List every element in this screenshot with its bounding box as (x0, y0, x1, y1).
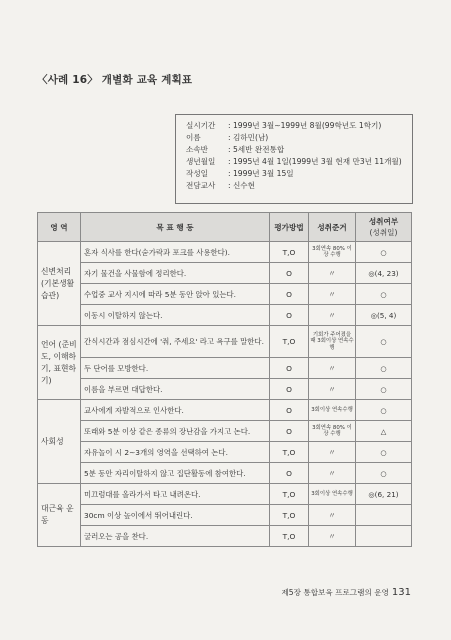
table-row (38, 526, 412, 547)
criteria-cell: 〃 (309, 442, 356, 463)
header-result-label: 성취여부 (368, 217, 399, 226)
info-label: 실시기간 (186, 121, 216, 130)
header-method: 평가방법 (270, 213, 309, 242)
goal-cell: 수업중 교사 지시에 따라 5분 동안 앉아 있는다. (81, 284, 270, 305)
criteria-cell: 3회이상 연속수행 (309, 400, 356, 421)
info-label: 생년월일 (186, 157, 216, 166)
area-cell: 사회성 (38, 400, 81, 484)
info-value: : 1999년 3월 15일 (228, 169, 294, 178)
info-row (186, 156, 412, 168)
criteria-cell: 〃 (309, 284, 356, 305)
result-cell: ◎(4, 23) (356, 263, 412, 284)
info-row (186, 120, 412, 132)
info-row (186, 168, 412, 180)
criteria-cell: 〃 (309, 379, 356, 400)
method-cell: T,O (270, 242, 309, 263)
method-cell: T,O (270, 484, 309, 505)
header-result-sub: (성취일) (369, 228, 398, 237)
criteria-cell: 3회연속 80% 이상 수행 (309, 421, 356, 442)
goal-cell: 두 단어를 모방한다. (81, 358, 270, 379)
info-value: : 5세반 완전통합 (228, 145, 285, 154)
table-row (38, 442, 412, 463)
area-cell: 대근육 운동 (38, 484, 81, 547)
result-cell: ○ (356, 400, 412, 421)
info-value: : 1995년 4월 1일(1999년 3월 현재 만3년 11개월) (228, 157, 402, 166)
goal-cell: 교사에게 자발적으로 인사한다. (81, 400, 270, 421)
header-area: 영 역 (38, 213, 81, 242)
header-result (356, 213, 412, 242)
method-cell: T,O (270, 526, 309, 547)
info-box (175, 114, 413, 204)
method-cell: T,O (270, 505, 309, 526)
criteria-cell: 〃 (309, 358, 356, 379)
criteria-cell: 3회이상 연속수행 (309, 484, 356, 505)
info-value: : 신수현 (228, 181, 255, 190)
result-cell: ○ (356, 284, 412, 305)
goal-cell: 30cm 이상 높이에서 뛰어내린다. (81, 505, 270, 526)
method-cell: O (270, 400, 309, 421)
criteria-cell: 〃 (309, 305, 356, 326)
method-cell: T,O (270, 442, 309, 463)
result-cell: ◎(5, 4) (356, 305, 412, 326)
goal-cell: 자기 물건을 사물함에 정리한다. (81, 263, 270, 284)
table-row (38, 263, 412, 284)
header-criteria: 성취준거 (309, 213, 356, 242)
method-cell: T,O (270, 326, 309, 358)
chapter-title: 제5장 통합보육 프로그램의 운영 (281, 588, 389, 597)
page-number: 131 (391, 587, 411, 598)
goal-cell: 5분 동안 자리이탈하지 않고 집단활동에 참여한다. (81, 463, 270, 484)
criteria-cell: 기회가 주어졌을 때 3회이상 연속수행 (309, 326, 356, 358)
table-row (38, 305, 412, 326)
education-plan-table (37, 212, 412, 547)
table-row (38, 421, 412, 442)
info-value: : 김하민(남) (228, 133, 269, 142)
case-title: 〈사례 16〉 개별화 교육 계획표 (37, 74, 193, 86)
info-row (186, 180, 412, 192)
info-label: 소속반 (186, 145, 209, 154)
criteria-cell: 3회연속 80% 이상 수행 (309, 242, 356, 263)
method-cell: O (270, 263, 309, 284)
table-row (38, 326, 412, 358)
table-row (38, 463, 412, 484)
page-footer (281, 587, 411, 598)
criteria-cell: 〃 (309, 526, 356, 547)
result-cell (356, 505, 412, 526)
goal-cell: 이름을 부르면 대답한다. (81, 379, 270, 400)
method-cell: O (270, 379, 309, 400)
area-cell: 언어 (준비도, 이해하기, 표현하기) (38, 326, 81, 400)
table-row (38, 400, 412, 421)
result-cell (356, 526, 412, 547)
result-cell: ○ (356, 326, 412, 358)
method-cell: O (270, 284, 309, 305)
result-cell: △ (356, 421, 412, 442)
table-row (38, 358, 412, 379)
method-cell: O (270, 463, 309, 484)
method-cell: O (270, 358, 309, 379)
goal-cell: 미끄럼대를 올라가서 타고 내려온다. (81, 484, 270, 505)
goal-cell: 간식시간과 점심시간에 '줘, 주세요' 라고 욕구를 말한다. (81, 326, 270, 358)
info-label: 작성일 (186, 169, 209, 178)
goal-cell: 굴러오는 공을 찬다. (81, 526, 270, 547)
table-row (38, 505, 412, 526)
table-row (38, 284, 412, 305)
area-cell: 신변처리 (기본생활 습관) (38, 242, 81, 326)
result-cell: ○ (356, 442, 412, 463)
goal-cell: 자유놀이 시 2∼3개의 영역을 선택하여 논다. (81, 442, 270, 463)
info-value: : 1999년 3월∼1999년 8월(99학년도 1학기) (228, 121, 382, 130)
info-row (186, 132, 412, 144)
result-cell: ○ (356, 358, 412, 379)
criteria-cell: 〃 (309, 463, 356, 484)
method-cell: O (270, 421, 309, 442)
info-label: 전담교사 (186, 181, 216, 190)
result-cell: ○ (356, 379, 412, 400)
criteria-cell: 〃 (309, 505, 356, 526)
table-row (38, 242, 412, 263)
goal-cell: 또래와 5분 이상 같은 종류의 장난감을 가지고 논다. (81, 421, 270, 442)
goal-cell: 혼자 식사를 한다(숟가락과 포크를 사용한다). (81, 242, 270, 263)
method-cell: O (270, 305, 309, 326)
table-row (38, 484, 412, 505)
criteria-cell: 〃 (309, 263, 356, 284)
result-cell: ◎(6, 21) (356, 484, 412, 505)
goal-cell: 이동시 이탈하지 않는다. (81, 305, 270, 326)
header-goal: 목 표 행 동 (81, 213, 270, 242)
table-row (38, 379, 412, 400)
info-label: 이름 (186, 133, 201, 142)
info-row (186, 144, 412, 156)
result-cell: ○ (356, 463, 412, 484)
result-cell: ○ (356, 242, 412, 263)
